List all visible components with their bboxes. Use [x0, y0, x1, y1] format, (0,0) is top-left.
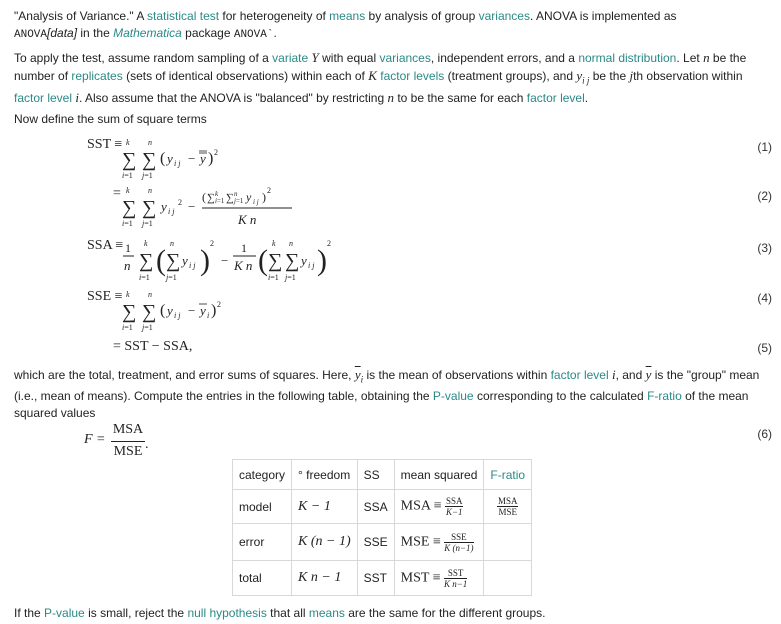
- link-variances[interactable]: variances: [478, 9, 530, 23]
- formula-ssa: [120, 234, 340, 290]
- svg-text:∑: ∑: [122, 149, 137, 171]
- link-factor-level-2[interactable]: factor level: [526, 91, 585, 106]
- svg-text:(: (: [258, 244, 268, 277]
- svg-text:y: y: [167, 303, 173, 318]
- svg-text:i=1: i=1: [122, 219, 133, 228]
- svg-text:∑: ∑: [142, 301, 157, 323]
- link-variances-2[interactable]: variances: [379, 51, 431, 65]
- svg-text:n: n: [170, 239, 174, 248]
- svg-text:y: y: [167, 151, 173, 166]
- svg-text:n: n: [234, 190, 238, 198]
- formula-sst-expanded: [120, 184, 300, 234]
- link-statistical-test[interactable]: statistical test: [147, 9, 220, 23]
- svg-text:(: (: [160, 150, 166, 167]
- svg-text:n: n: [148, 138, 152, 147]
- header-ss: SS: [357, 460, 394, 490]
- svg-text:i j: i j: [189, 261, 196, 270]
- svg-text:i j: i j: [174, 311, 181, 320]
- svg-text:i: i: [207, 311, 210, 320]
- svg-text:∑: ∑: [268, 250, 283, 272]
- code-package: ANOVA`: [233, 29, 274, 41]
- svg-text:y: y: [161, 199, 167, 214]
- svg-text:1: 1: [125, 241, 131, 255]
- svg-text:): ): [317, 244, 327, 277]
- svg-text:∑: ∑: [226, 192, 234, 204]
- svg-text:i=1: i=1: [122, 323, 133, 332]
- svg-text:2: 2: [217, 300, 221, 309]
- svg-text:y: y: [200, 303, 206, 318]
- equation-number: (6): [757, 427, 772, 441]
- svg-text:n: n: [124, 258, 131, 273]
- equation-number: (4): [757, 291, 772, 305]
- link-means[interactable]: means: [329, 9, 366, 23]
- svg-text:): ): [200, 244, 210, 277]
- svg-text:k: k: [215, 190, 219, 198]
- link-p-value-2[interactable]: P-value: [44, 606, 85, 620]
- link-null-hypothesis[interactable]: null hypothesis: [187, 606, 267, 620]
- svg-text:K n: K n: [238, 212, 257, 227]
- svg-text:∑: ∑: [122, 197, 137, 219]
- svg-text:i=1: i=1: [122, 171, 133, 180]
- svg-text:1: 1: [241, 241, 247, 255]
- link-mathematica[interactable]: Mathematica: [113, 26, 182, 40]
- intro-paragraph: "Analysis of Variance." A statistical test for heterogeneity of means by analysis of group variances. ANOVA is implemented as ANOVA[data] in the Mathematica package ANOVA`.: [14, 9, 677, 41]
- anova-table: [232, 459, 532, 596]
- svg-text:): ): [208, 150, 214, 167]
- svg-text:): ): [262, 190, 266, 204]
- svg-text:−: −: [188, 151, 196, 166]
- svg-text:j=1: j=1: [142, 219, 153, 228]
- header-f-ratio[interactable]: F-ratio: [484, 460, 532, 490]
- header-freedom: ° freedom: [292, 460, 358, 490]
- svg-text:(: (: [202, 190, 206, 204]
- svg-text:y: y: [246, 190, 252, 204]
- formula-sse: [120, 288, 230, 336]
- equation-number: (5): [757, 341, 772, 355]
- svg-text:∑: ∑: [207, 192, 215, 204]
- svg-text:k: k: [126, 290, 130, 299]
- apply-paragraph: To apply the test, assume random sampling of a variate Y with equal variances, independent errors, and a normal distribution. Let n be the number of replicates (sets of identical observations) within each of K factor levels (treatment groups), and $y_{i j}$ be the jth observation within factor level i. Also assume that the ANOVA is "balanced" by restricting n to be the same for each factor level.: [14, 50, 747, 106]
- equation-number: (1): [757, 140, 772, 154]
- link-factor-level[interactable]: factor level: [14, 91, 73, 106]
- svg-text:n: n: [148, 290, 152, 299]
- define-text: Now define the sum of square terms: [14, 112, 207, 126]
- svg-text:2: 2: [210, 239, 214, 248]
- svg-text:k: k: [144, 239, 148, 248]
- svg-text:i j: i j: [253, 198, 259, 206]
- svg-text:∑: ∑: [139, 250, 154, 272]
- header-mean-squared: mean squared: [394, 460, 484, 490]
- svg-text:2: 2: [178, 198, 182, 207]
- svg-text:j=1: j=1: [166, 273, 177, 282]
- svg-text:y: y: [200, 151, 206, 166]
- link-normal-distribution[interactable]: normal distribution: [578, 51, 677, 65]
- svg-text:i=1: i=1: [268, 273, 279, 282]
- table-header-row: [233, 460, 532, 490]
- svg-text:i j: i j: [174, 159, 181, 168]
- link-variate[interactable]: variate: [272, 51, 309, 65]
- svg-text:i j: i j: [168, 207, 175, 216]
- svg-text:∑: ∑: [142, 149, 157, 171]
- table-row: total K n − 1 SST MST ≡ $\frac{\text{SST}}{\text{K n−1}}$: [233, 561, 532, 596]
- svg-text:i j: i j: [308, 261, 315, 270]
- equation-number: (2): [757, 189, 772, 203]
- table-row: error K (n − 1) SSE MSE ≡ $\frac{\text{SSE}}{K (n-1)}$: [233, 524, 532, 561]
- svg-text:∑: ∑: [142, 197, 157, 219]
- svg-text:i=1: i=1: [139, 273, 150, 282]
- svg-text:n: n: [289, 239, 293, 248]
- formula-sst: [120, 136, 230, 184]
- svg-text:n: n: [148, 186, 152, 195]
- svg-text:∑: ∑: [285, 250, 300, 272]
- svg-text:j=1: j=1: [234, 197, 244, 205]
- svg-text:k: k: [126, 186, 130, 195]
- code-anova[interactable]: ANOVA: [14, 29, 48, 41]
- svg-text:k: k: [126, 138, 130, 147]
- svg-text:2: 2: [214, 148, 218, 157]
- link-f-ratio[interactable]: F-ratio: [647, 389, 682, 404]
- svg-text:∑: ∑: [122, 301, 137, 323]
- closing-paragraph: If the P-value is small, reject the null hypothesis that all means are the same for the different groups.: [14, 606, 546, 620]
- svg-text:): ): [211, 302, 217, 319]
- svg-text:2: 2: [327, 239, 331, 248]
- link-p-value[interactable]: P-value: [432, 389, 474, 404]
- svg-text:j=1: j=1: [142, 171, 153, 180]
- link-replicates[interactable]: replicates: [71, 69, 123, 83]
- svg-text:−: −: [188, 303, 196, 318]
- header-category: category: [233, 460, 292, 490]
- svg-text:y: y: [301, 253, 307, 268]
- svg-text:j=1: j=1: [285, 273, 296, 282]
- svg-text:2: 2: [267, 186, 271, 195]
- link-means-2[interactable]: means: [308, 606, 345, 620]
- svg-text:j=1: j=1: [142, 323, 153, 332]
- svg-text:K n: K n: [234, 258, 253, 273]
- link-factor-levels[interactable]: factor levels: [380, 69, 445, 83]
- svg-text:(: (: [156, 244, 166, 277]
- svg-text:(: (: [160, 302, 166, 319]
- svg-text:k: k: [272, 239, 276, 248]
- svg-text:−: −: [188, 199, 196, 214]
- equation-number: (3): [757, 241, 772, 255]
- after-paragraph: which are the total, treatment, and error sums of squares. Here, $\overline{y}_i$ is the mean of observations within factor level i, and $\overline{y}$ is the "group" mean (i.e., mean of means). Compute the entries in the following table, obtaining the P-value corresponding to the calculated F-ratio of the mean squared values: [14, 367, 760, 421]
- svg-text:i=1: i=1: [215, 197, 225, 205]
- svg-text:y: y: [182, 253, 188, 268]
- link-factor-level-3[interactable]: factor level: [550, 368, 609, 382]
- table-row: model K − 1 SSA MSA ≡ $\frac{\text{SSA}}{K-1}$ $\frac{\text{MSA}}{\text{MSE}}$: [233, 490, 532, 524]
- svg-text:−: −: [221, 253, 229, 268]
- svg-text:∑: ∑: [166, 250, 181, 272]
